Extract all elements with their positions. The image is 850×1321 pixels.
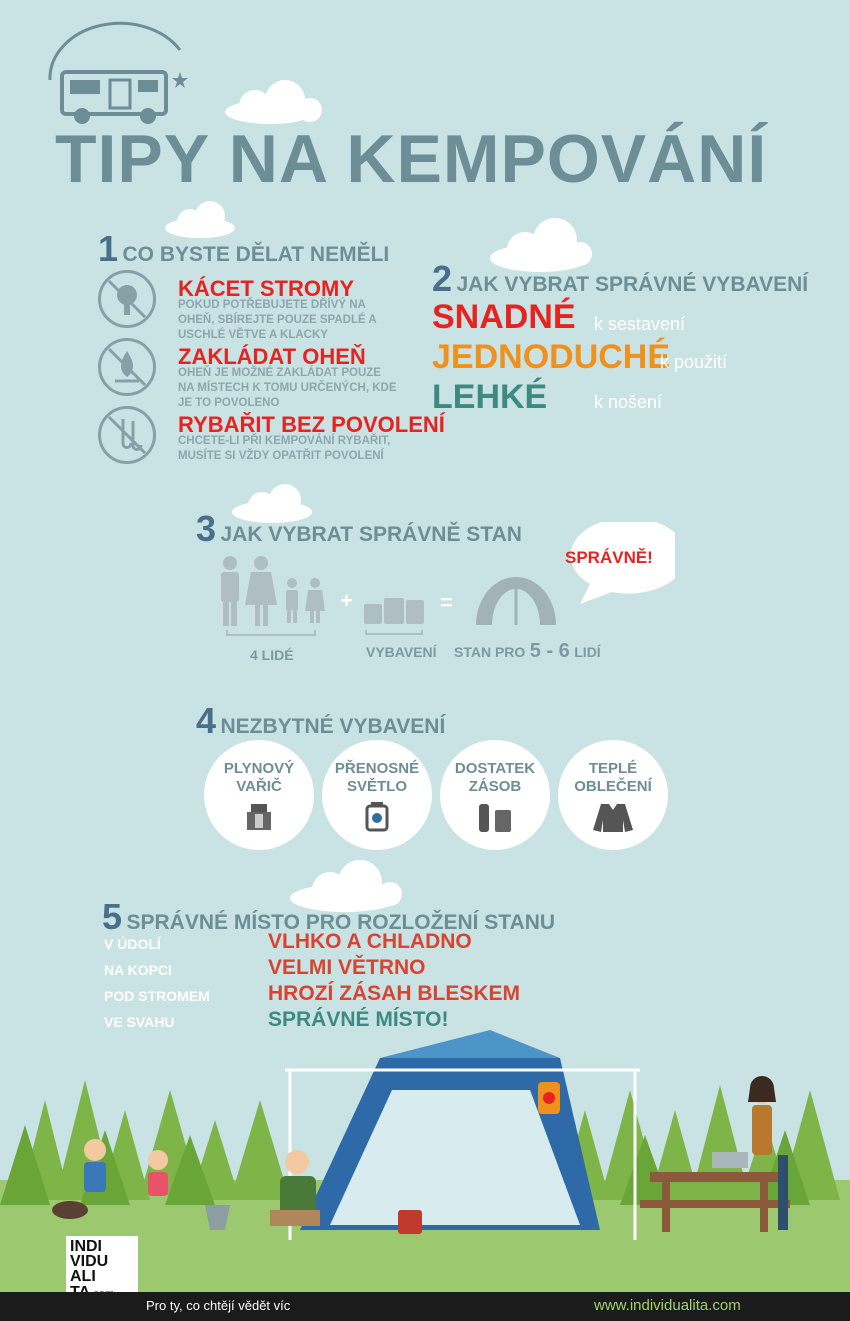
gas-stove-icon: [239, 800, 279, 834]
tip-2-title: ZAKLÁDAT OHEŇ: [178, 344, 366, 369]
family-of-four-icon: [215, 555, 330, 640]
clothes-line1: TEPLÉ: [588, 760, 638, 777]
tip-1-desc: POKUD POTŘEBUJETE DŘÍVÝ NA OHEŇ, SBÍREJTE POUZE SPADLÉ A USCHLÉ VĚTVE A KLACKY: [178, 299, 377, 341]
equals-sign: =: [440, 590, 453, 615]
section-1-heading: CO BYSTE DĚLAT NEMĚLI: [122, 243, 390, 266]
section-1-header: [98, 228, 389, 270]
light-line2: SVĚTLO: [346, 778, 407, 795]
footer-tagline: Pro ty, co chtějí vědět víc: [146, 1298, 291, 1313]
camper-van-icon: [40, 20, 200, 130]
logo-line-3: ALI: [70, 1268, 96, 1285]
essential-item-stove: [204, 740, 314, 850]
no-fishing-icon: [98, 406, 156, 464]
equipment-quality-2: JEDNODUCHÉ: [432, 338, 671, 376]
section-5-heading: SPRÁVNÉ MÍSTO PRO ROZLOŽENÍ STANU: [126, 911, 556, 934]
section-3-header: [196, 508, 522, 550]
gear-label: VYBAVENÍ: [366, 644, 437, 660]
luggage-icon: [362, 590, 430, 638]
place-valley: V ÚDOLÍ: [104, 936, 161, 952]
section-4-header: [196, 700, 445, 742]
equipment-quality-2-suffix: k použití: [660, 352, 728, 372]
place-hill: NA KOPCI: [104, 962, 172, 978]
verdict-valley: VLHKO A CHLADNO: [268, 930, 472, 953]
stove-line2: VAŘIČ: [236, 778, 282, 795]
logo-line-2: VIDU: [70, 1253, 109, 1270]
people-label: 4 LIDÉ: [250, 647, 294, 663]
section-3-heading: JAK VYBRAT SPRÁVNĚ STAN: [220, 523, 522, 546]
verdict-slope: SPRÁVNÉ MÍSTO!: [268, 1008, 449, 1031]
logo-line-1: INDI: [70, 1238, 102, 1255]
footer-website-link[interactable]: www.individualita.com: [594, 1297, 741, 1314]
tent-size-prefix: STAN PRO: [454, 644, 526, 660]
tip-3-title: RYBAŘIT BEZ POVOLENÍ: [178, 412, 445, 437]
equipment-quality-1: SNADNÉ: [432, 298, 576, 336]
essential-item-light: [322, 740, 432, 850]
supplies-line1: DOSTATEK: [454, 760, 536, 777]
stove-line1: PLYNOVÝ: [223, 760, 295, 777]
equipment-quality-3-suffix: k nošení: [594, 392, 663, 412]
section-4-number: 4: [196, 700, 217, 741]
section-2-number: 2: [432, 258, 453, 299]
section-2-heading: JAK VYBRAT SPRÁVNÉ VYBAVENÍ: [456, 273, 809, 296]
place-under-tree: POD STROMEM: [104, 988, 210, 1004]
clothes-line2: OBLEČENÍ: [574, 778, 652, 795]
lantern-icon: [357, 800, 397, 834]
no-tree-cutting-icon: [98, 270, 156, 328]
essential-item-clothes: [558, 740, 668, 850]
place-slope: VE SVAHU: [104, 1014, 175, 1030]
section-5-number: 5: [102, 896, 123, 937]
tent-size-suffix: LIDÍ: [574, 644, 601, 660]
tip-1-title: KÁCET STROMY: [178, 276, 354, 301]
section-4-heading: NEZBYTNÉ VYBAVENÍ: [220, 715, 446, 738]
essential-item-supplies: [440, 740, 550, 850]
plus-sign: +: [340, 588, 353, 613]
food-supplies-icon: [473, 800, 517, 834]
tip-3-desc: CHCETE-LI PŘI KEMPOVÁNÍ RYBAŘIT, MUSÍTE SI VŽDY OPATŘIT POVOLENÍ: [178, 435, 391, 462]
speech-bubble-text: SPRÁVNĚ!: [565, 548, 653, 567]
light-line1: PŘENOSNÉ: [334, 760, 420, 777]
equipment-quality-3: LEHKÉ: [432, 378, 548, 416]
jacket-icon: [591, 800, 635, 834]
tent-icon: [470, 565, 562, 629]
section-3-number: 3: [196, 508, 217, 549]
section-2-header: [432, 258, 808, 300]
tent-size-value: 5 - 6: [529, 640, 570, 662]
supplies-line2: ZÁSOB: [468, 778, 522, 795]
page-title: TIPY NA KEMPOVÁNÍ: [55, 121, 768, 197]
no-fire-icon: [98, 338, 156, 396]
tent-size-label: [454, 640, 601, 663]
equipment-quality-1-suffix: k sestavení: [594, 314, 686, 334]
verdict-hill: VELMI VĚTRNO: [268, 956, 426, 979]
tip-2-desc: OHEŇ JE MOŽNÉ ZAKLÁDAT POUZE NA MÍSTECH K TOMU URČENÝCH, KDE JE TO POVOLENO: [178, 367, 397, 409]
verdict-under-tree: HROZÍ ZÁSAH BLESKEM: [268, 982, 520, 1005]
section-1-number: 1: [98, 228, 119, 269]
